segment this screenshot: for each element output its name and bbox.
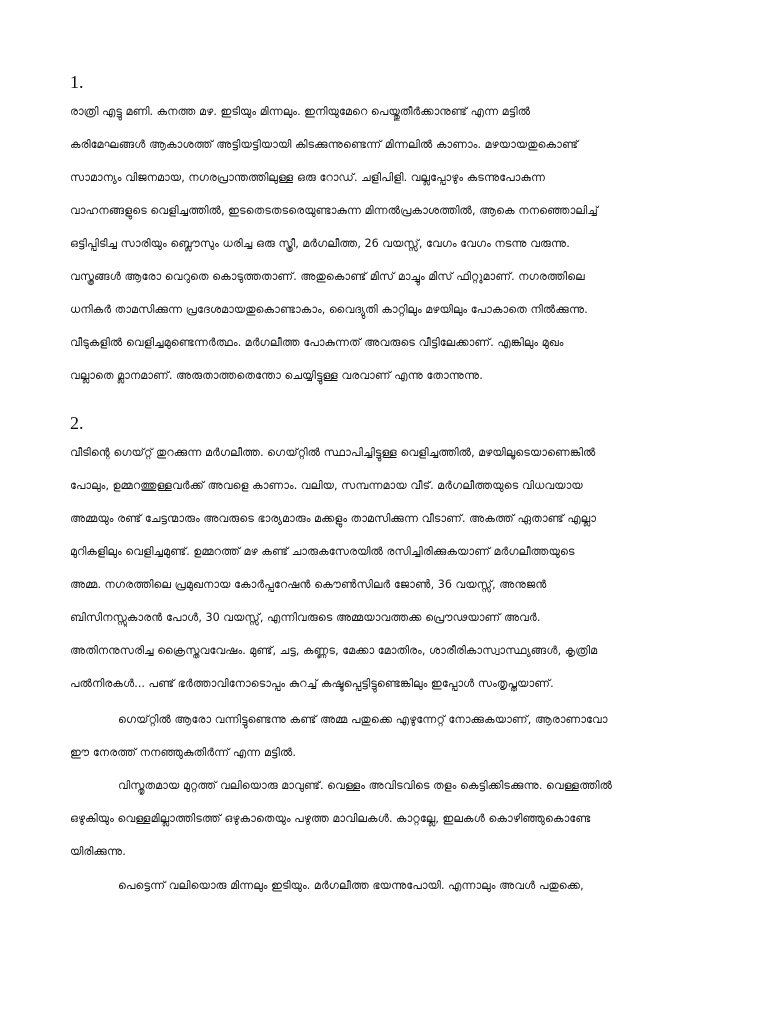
text-line: പോലും, ഉമ്മറത്തുള്ളവർക്ക് അവളെ കാണാം. വലിയ, സമ്പന്നമായ വീട്. മർഗലീത്തയുടെ വിധവയായ xyxy=(70,479,583,492)
text-line: വസ്ത്രങ്ങൾ ആരോ വെറുതെ കൊടുത്തതാണ്. അതുകൊണ്ട് മിസ് മാച്ചും മിസ് ഫിറ്റുമാണ്. നഗരത്തിലെ xyxy=(70,270,585,283)
text-line: യിരിക്കുന്നു. xyxy=(70,845,126,858)
text-line: സാമാന്യം വിജനമായ, നഗരപ്രാന്തത്തിലുള്ള ഒരു റോഡ്. ചളിപിളി. വല്ലപ്പോഴും കടന്നുപോകുന്ന xyxy=(70,171,546,184)
text-line: വീടിന്റെ ഗെയ്റ്റ് തുറക്കുന്ന മർഗലീത്ത. ഗെയ്റ്റിൽ സ്ഥാപിച്ചിട്ടുള്ള വെളിച്ചത്തിൽ, മഴയിലൂടെയാണെങ്കിൽ xyxy=(70,446,596,459)
text-line: ഒഴുകിയും വെള്ളമില്ലാത്തിടത്ത് ഒഴുകാതെയും പഴുത്ത മാവിലകൾ. കാറ്റല്ലേ, ഇലകൾ കൊഴിഞ്ഞുകൊണ്ടേ xyxy=(70,812,591,825)
section-number-2: 2. xyxy=(70,413,84,433)
text-line: ഈ നേരത്ത് നനഞ്ഞുകുതിർന്ന് എന്ന മട്ടിൽ. xyxy=(70,746,296,759)
text-line: ധനികർ താമസിക്കുന്ന പ്രദേശമായതുകൊണ്ടാകാം, വൈദ്യുതി കാറ്റിലും മഴയിലും പോകാതെ നിൽക്കുന്നു. xyxy=(70,303,588,316)
paragraph-first-line: വിസ്തൃതമായ മുറ്റത്ത് വലിയൊരു മാവുണ്ട്. വെള്ളം അവിടവിടെ തളം കെട്ടിക്കിടക്കുന്നു. വെള്ളത്തിൽ xyxy=(118,779,613,792)
text-line: വല്ലാതെ മ്ലാനമാണ്. അരുതാത്തതെന്തോ ചെയ്യിട്ടുള്ള വരവാണ് എന്നു തോന്നുന്നു. xyxy=(70,369,483,382)
paragraph-first-line: ഗെയ്റ്റിൽ ആരോ വന്നിട്ടുണ്ടെന്നു കണ്ട് അമ്മ പതുക്കെ എഴുന്നേറ്റ് നോക്കുകയാണ്, ആരാണാവോ xyxy=(118,713,608,726)
text-line: രാത്രി എട്ടു മണി. കനത്ത മഴ. ഇടിയും മിന്നലും. ഇനിയുമേറെ പെയ്തുതീർക്കാനുണ്ട് എന്ന മട്ടിൽ xyxy=(70,105,531,118)
text-line: പൽനിരകൾ... പണ്ട് ഭർത്താവിനോടൊപ്പം കുറച്ച് കഷ്ടപ്പെട്ടിട്ടുണ്ടെങ്കിലും ഇപ്പോൾ സംതൃപ്തയാണ്. xyxy=(70,677,554,690)
text-line: ഒട്ടിപ്പിടിച്ച സാരിയും ബ്ലൌസും ധരിച്ച ഒരു സ്ത്രീ, മർഗലീത്ത, 26 വയസ്സ്, വേഗം വേഗം നടന്നു വരുന്നു. xyxy=(70,237,570,250)
paragraph-first-line: പെട്ടെന്ന് വലിയൊരു മിന്നലും ഇടിയും. മർഗലീത്ത ഭയന്നുപോയി. എന്നാലും അവൾ പതുക്കെ, xyxy=(118,879,584,892)
text-line: ബിസിനസ്സുകാരൻ പോൾ, 30 വയസ്സ്, എന്നിവരുടെ അമ്മയാവത്തക്ക പ്രൌഢയാണ് അവർ. xyxy=(70,611,541,624)
text-line: വാഹനങ്ങളുടെ വെളിച്ചത്തിൽ, ഇടതെടതടരെയുണ്ടാകുന്ന മിന്നൽപ്രകാശത്തിൽ, ആകെ നനഞ്ഞൊലിച്ച് xyxy=(70,204,598,217)
text-line: അതിനനുസരിച്ച ക്രൈസ്തവവേഷം. മുണ്ട്, ചട്ട, കണ്ണട, മേക്കാ മോതിരം, ശാരീരികാസ്വാസ്ഥ്യങ്ങൾ, കൃത്രിമ xyxy=(70,644,598,657)
text-line: അമ്മയും രണ്ട് ചേട്ടന്മാരും അവരുടെ ഭാര്യമാരും മക്കളും താമസിക്കുന്ന വീടാണ്. അകത്ത് ഏതാണ്ട് എല്ലാ xyxy=(70,512,597,525)
text-line: വീടുകളിൽ വെളിച്ചമുണ്ടെന്നർത്ഥം. മർഗലീത്ത പോകുന്നത് അവരുടെ വീട്ടിലേക്കാണ്. എങ്കിലും മുഖം xyxy=(70,336,564,349)
text-line: കരിമേഘങ്ങൾ ആകാശത്ത് അട്ടിയട്ടിയായി കിടക്കുന്നുണ്ടെന്ന് മിന്നലിൽ കാണാം. മഴയായതുകൊണ്ട് xyxy=(70,138,579,151)
section-number-1: 1. xyxy=(70,72,84,92)
text-line: അമ്മ. നഗരത്തിലെ പ്രമുഖനായ കോർപ്പറേഷൻ കൌൺസിലർ ജോൺ, 36 വയസ്സ്, അനുജൻ xyxy=(70,578,547,591)
text-line: മുറികളിലും വെളിച്ചമുണ്ട്. ഉമ്മറത്ത് മഴ കണ്ട് ചാരുകസേരയിൽ രസിച്ചിരിക്കുകയാണ് മർഗലീത്തയുടെ xyxy=(70,545,575,558)
